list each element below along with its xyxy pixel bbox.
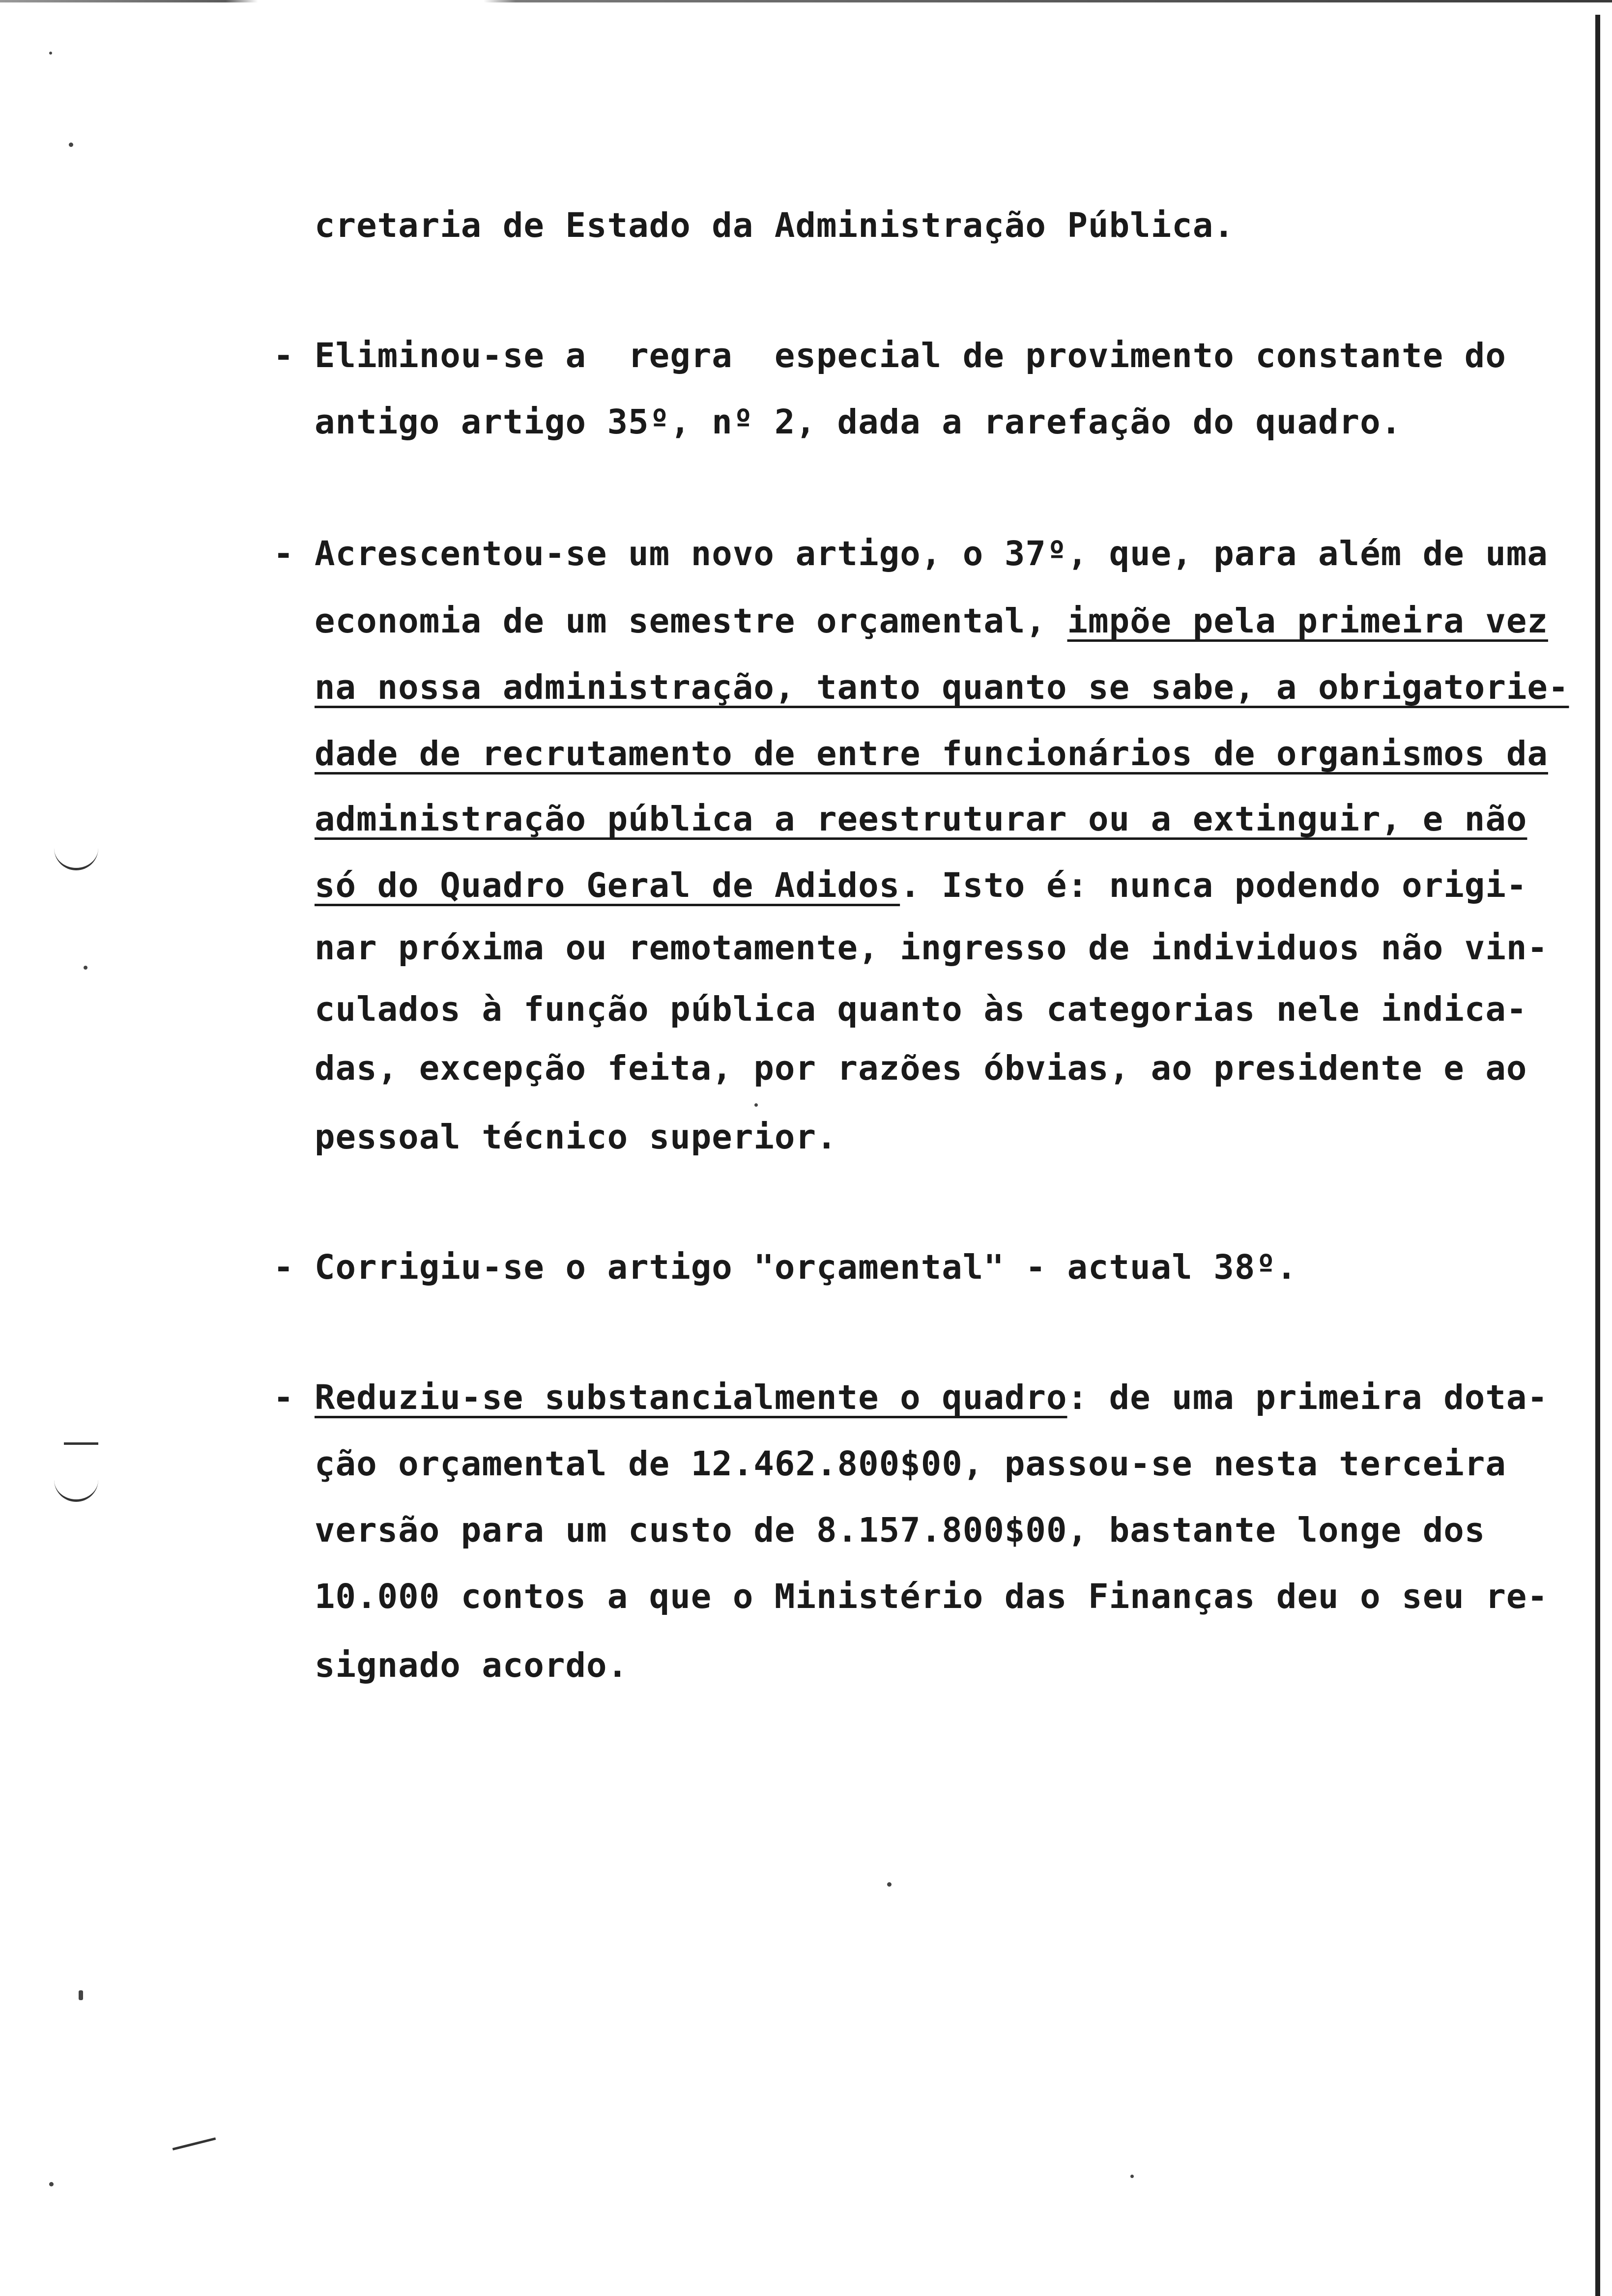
item2-line2 bbox=[315, 602, 1548, 641]
item2-line1: Acrescentou-se um novo artigo, o 37º, que, para além de uma bbox=[315, 534, 1548, 574]
item2-underlined-text: impõe pela primeira vez bbox=[1067, 602, 1548, 641]
bullet-marker: - bbox=[273, 336, 294, 375]
scan-speck bbox=[49, 52, 52, 55]
scan-punch-mark bbox=[54, 1477, 98, 1502]
scan-speck bbox=[79, 1990, 83, 2000]
scan-right-edge bbox=[1595, 15, 1600, 2296]
item2-underlined-text: só do Quadro Geral de Adidos bbox=[315, 866, 900, 905]
item4-line1-plain: : de uma primeira dota- bbox=[1067, 1378, 1548, 1417]
bullet-marker: - bbox=[273, 1378, 294, 1417]
item2-line10: pessoal técnico superior. bbox=[315, 1118, 837, 1157]
item2-underlined-text: administração pública a reestruturar ou a extinguir, e não bbox=[315, 800, 1527, 839]
scan-speck bbox=[754, 1103, 758, 1107]
item2-line4 bbox=[315, 734, 1548, 774]
item4-line3: versão para um custo de 8.157.800$00, bastante longe dos bbox=[315, 1511, 1486, 1550]
scan-speck bbox=[1130, 2175, 1134, 2178]
item2-line5 bbox=[315, 800, 1527, 839]
scan-punch-mark bbox=[64, 1442, 98, 1445]
item3-line1: Corrigiu-se o artigo "orçamental" - actual 38º. bbox=[315, 1248, 1297, 1287]
scan-speck bbox=[887, 1882, 892, 1887]
bullet-marker: - bbox=[273, 534, 294, 574]
intro-line: cretaria de Estado da Administração Pública. bbox=[315, 206, 1235, 245]
scan-speck bbox=[69, 143, 73, 147]
item2-line9: das, excepção feita, por razões óbvias, ao presidente e ao bbox=[315, 1049, 1527, 1088]
bullet-marker: - bbox=[273, 1248, 294, 1287]
item2-line7: nar próxima ou remotamente, ingresso de individuos não vin- bbox=[315, 928, 1548, 968]
item2-line2-plain: economia de um semestre orçamental, bbox=[315, 602, 1067, 641]
item2-underlined-text: na nossa administração, tanto quanto se sabe, a obrigatorie- bbox=[315, 668, 1569, 707]
scan-top-edge bbox=[0, 0, 1612, 2]
item4-line4: 10.000 contos a que o Ministério das Finanças deu o seu re- bbox=[315, 1577, 1548, 1616]
item2-line6 bbox=[315, 866, 1527, 905]
item2-line8: culados à função pública quanto às categorias nele indica- bbox=[315, 990, 1527, 1029]
scan-punch-mark bbox=[54, 845, 98, 870]
scan-pen-stroke bbox=[173, 2137, 216, 2151]
item4-line5: signado acordo. bbox=[315, 1646, 629, 1685]
item1-line1: Eliminou-se a regra especial de provimento constante do bbox=[315, 336, 1506, 375]
item4-line1 bbox=[315, 1378, 1548, 1417]
item4-underlined-text: Reduziu-se substancialmente o quadro bbox=[315, 1378, 1067, 1417]
item1-line2: antigo artigo 35º, nº 2, dada a rarefação do quadro. bbox=[315, 402, 1402, 442]
item2-line6-plain: . Isto é: nunca podendo origi- bbox=[900, 866, 1527, 905]
item2-underlined-text: dade de recrutamento de entre funcionários de organismos da bbox=[315, 734, 1548, 774]
item2-line3 bbox=[315, 668, 1569, 707]
scan-speck bbox=[84, 966, 87, 970]
scan-speck bbox=[49, 2182, 54, 2186]
item4-line2: ção orçamental de 12.462.800$00, passou-se nesta terceira bbox=[315, 1444, 1506, 1484]
